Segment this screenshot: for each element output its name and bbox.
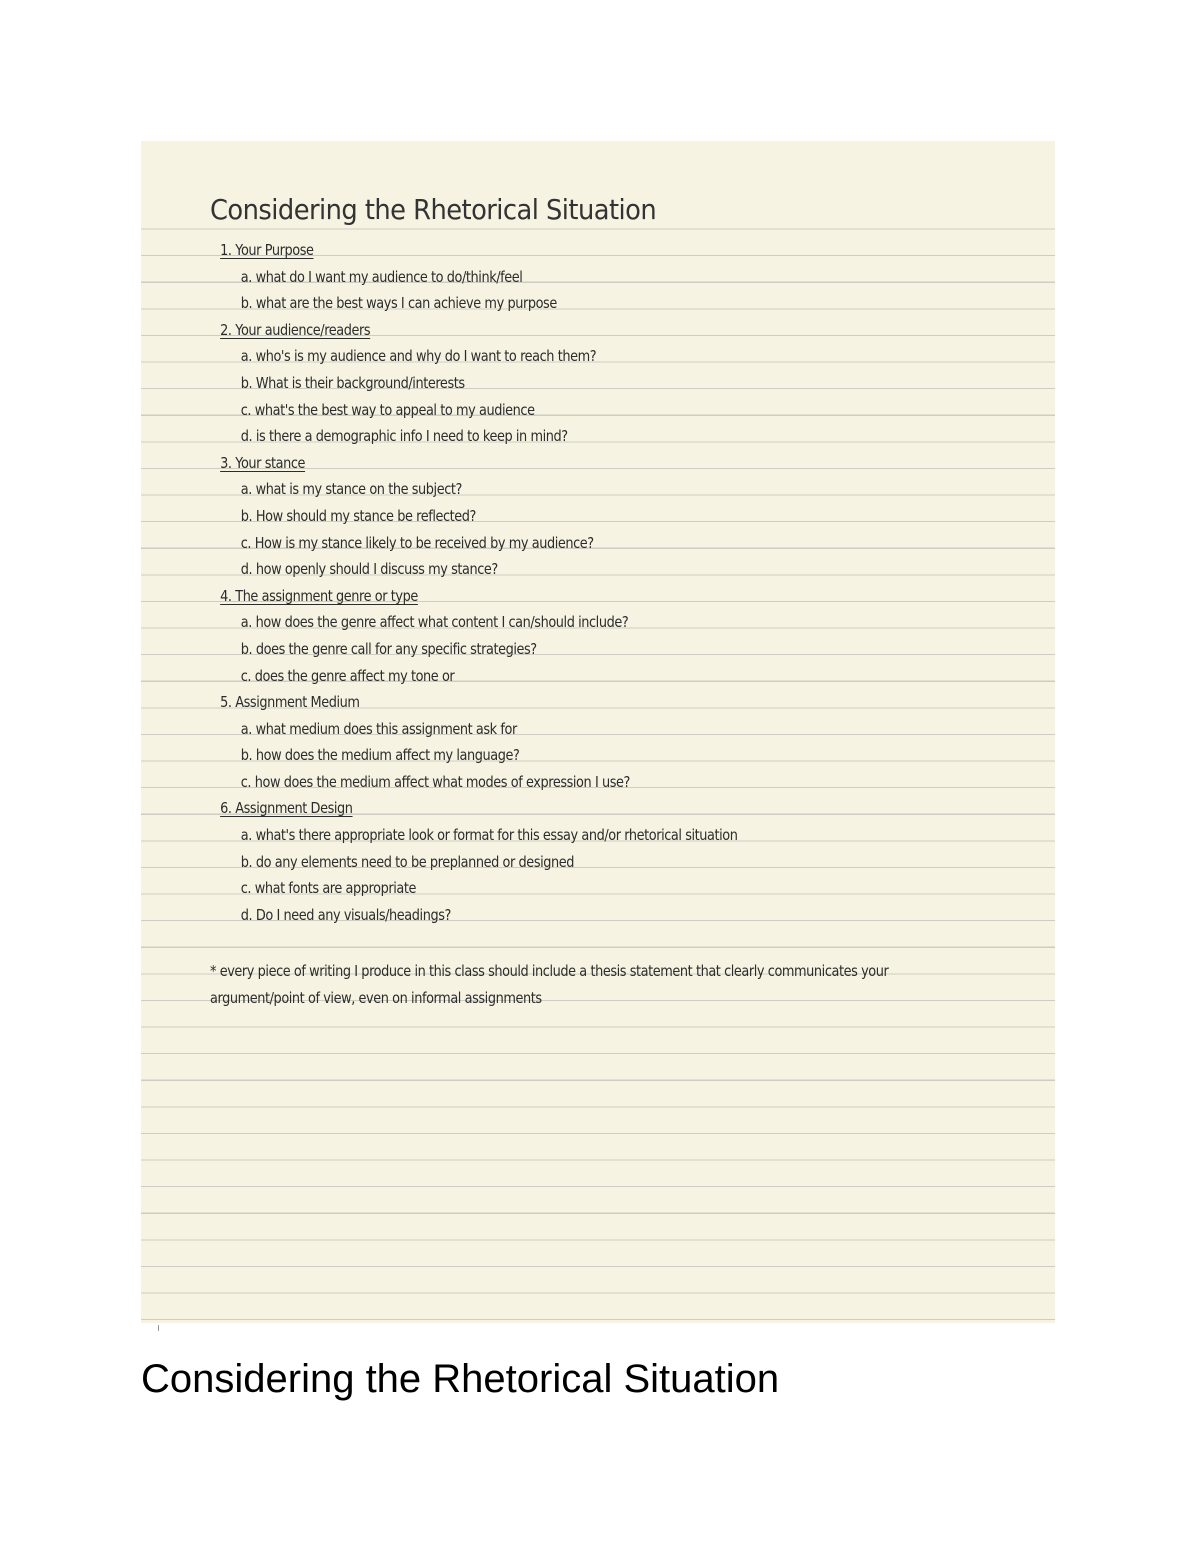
section-heading-purpose: 1. Your Purpose [220,241,314,259]
section-heading-design: 6. Assignment Design [220,799,353,818]
outline-item: b. what are the best ways I can achieve my purpose [240,294,557,313]
outline-item: b. do any elements need to be preplanned or designed [240,852,575,871]
outline-item: d. is there a demographic info I need to keep in mind? [240,427,568,446]
note-title: Considering the Rhetorical Situation [210,193,657,226]
outline-item: c. what fonts are appropriate [240,879,416,898]
note-page-image [141,141,1055,1323]
outline-item: b. does the genre call for any specific strategies? [240,639,537,658]
outline-list [141,237,1055,928]
outline-item: c. how does the medium affect what modes of expression I use? [240,772,630,791]
outline-item: a. what is my stance on the subject? [240,480,462,499]
section-heading-audience: 2. Your audience/readers [220,320,371,339]
outline-item: c. does the genre affect my tone or [240,666,455,685]
outline-item: b. What is their background/interests [240,373,465,392]
outline-item: a. what do I want my audience to do/think/feel [240,267,523,286]
outline-item: d. how openly should I discuss my stance? [240,560,498,579]
outline-item: b. How should my stance be reflected? [240,506,476,525]
outline-item: d. Do I need any visuals/headings? [240,905,451,924]
outline-item: a. what medium does this assignment ask for [240,719,517,738]
outline-item: a. what's there appropriate look or format for this essay and/or rhetorical situation [240,826,738,845]
outline-item: c. How is my stance likely to be received by my audience? [240,533,594,552]
section-heading-medium: 5. Assignment Medium [220,693,360,712]
outline-item: c. what's the best way to appeal to my audience [240,400,535,419]
thesis-footnote: * every piece of writing I produce in this class should include a thesis statement that clearly communicates your argument/point of view, even on informal assignments [210,962,889,1007]
page-caption: Considering the Rhetorical Situation [141,1357,780,1401]
outline-item: a. how does the genre affect what content I can/should include? [240,613,629,632]
section-heading-genre: 4. The assignment genre or type [220,586,418,605]
section-heading-stance: 3. Your stance [220,453,306,472]
outline-item: b. how does the medium affect my language? [240,746,520,765]
page-mark [158,1325,159,1331]
outline-item: a. who's is my audience and why do I want to reach them? [240,347,597,366]
